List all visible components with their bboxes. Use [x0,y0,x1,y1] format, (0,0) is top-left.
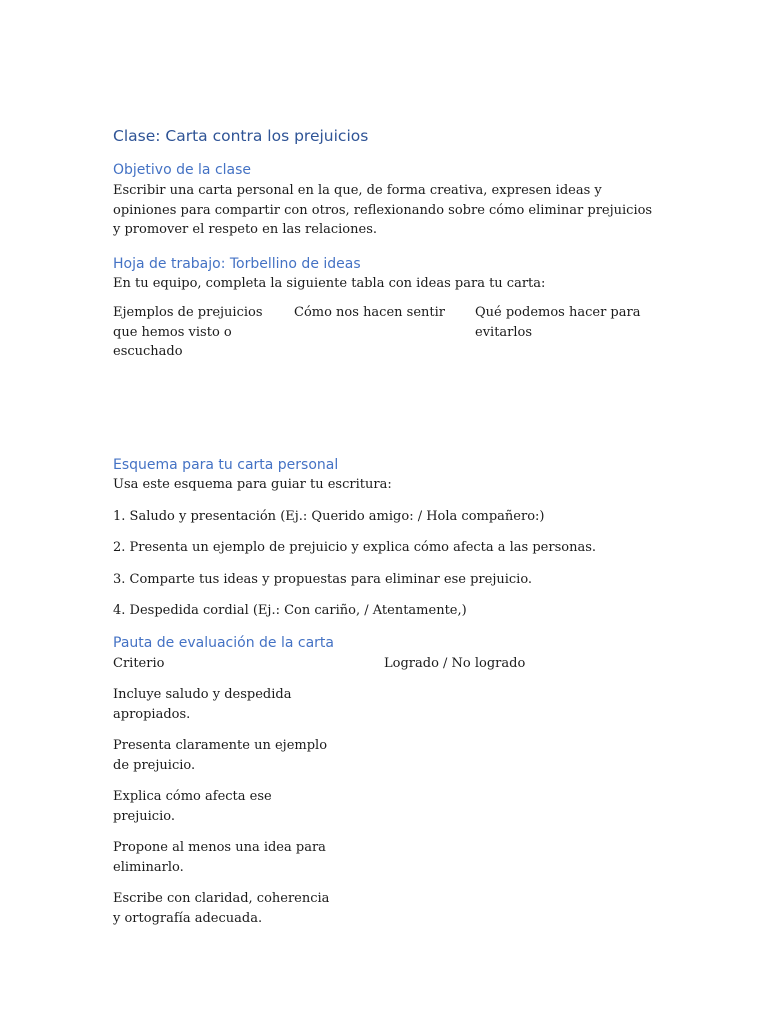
evaluation-criterion: Propone al menos una idea para eliminarlo. [113,840,326,875]
evaluation-criterion: Explica cómo afecta ese prejuicio. [113,789,272,824]
outline-step: 4. Despedida cordial (Ej.: Con cariño, / Atentamente,) [113,603,467,618]
objective-section [113,160,658,240]
table-row [113,787,658,826]
outline-step: 2. Presenta un ejemplo de prejuicio y explica cómo afecta a las personas. [113,540,597,555]
brainstorm-column-header: Cómo nos hacen sentir [294,305,445,320]
objective-heading: Objetivo de la clase [113,162,252,178]
worksheet-section [113,254,658,456]
table-row [113,838,658,877]
evaluation-criterion: Escribe con claridad, coherencia y ortografía adecuada. [113,891,330,926]
evaluation-criterion: Incluye saludo y despedida apropiados. [113,687,292,722]
table-row [113,685,658,724]
evaluation-status-cell [384,736,658,775]
evaluation-criterion: Presenta claramente un ejemplo de prejuicio. [113,738,328,773]
outline-heading: Esquema para tu carta personal [113,457,339,473]
brainstorm-column-header: Ejemplos de prejuicios que hemos visto o escuchado [113,305,263,359]
evaluation-header-criterion: Criterio [113,655,165,671]
evaluation-table [113,654,658,929]
objective-text: Escribir una carta personal en la que, de forma creativa, expresen ideas y opiniones para compartir con otros, reflexionando sobre cómo eliminar prejuicios y promover el respeto en las relaciones. [113,183,653,237]
outline-steps [113,507,658,621]
brainstorm-table [113,303,658,455]
outline-step: 1. Saludo y presentación (Ej.: Querido amigo: / Hola compañero:) [113,508,545,524]
evaluation-header-status: Logrado / No logrado [384,655,526,671]
document-title: Clase: Carta contra los prejuicios [113,127,369,145]
document-page [113,125,658,940]
evaluation-status-cell [384,685,658,724]
table-row [113,736,658,775]
table-row [113,889,658,928]
evaluation-section [113,633,658,929]
evaluation-header-row [113,654,658,674]
evaluation-heading: Pauta de evaluación de la carta [113,634,334,651]
outline-section [113,455,658,621]
outline-intro: Usa este esquema para guiar tu escritura: [113,477,392,492]
brainstorm-column-header: Qué podemos hacer para evitarlos [475,305,641,340]
evaluation-status-cell [384,889,658,928]
evaluation-status-cell [384,787,658,826]
outline-step: 3. Comparte tus ideas y propuestas para eliminar ese prejuicio. [113,571,533,587]
evaluation-status-cell [384,838,658,877]
worksheet-intro: En tu equipo, completa la siguiente tabla con ideas para tu carta: [113,275,546,291]
worksheet-heading: Hoja de trabajo: Torbellino de ideas [113,255,361,272]
